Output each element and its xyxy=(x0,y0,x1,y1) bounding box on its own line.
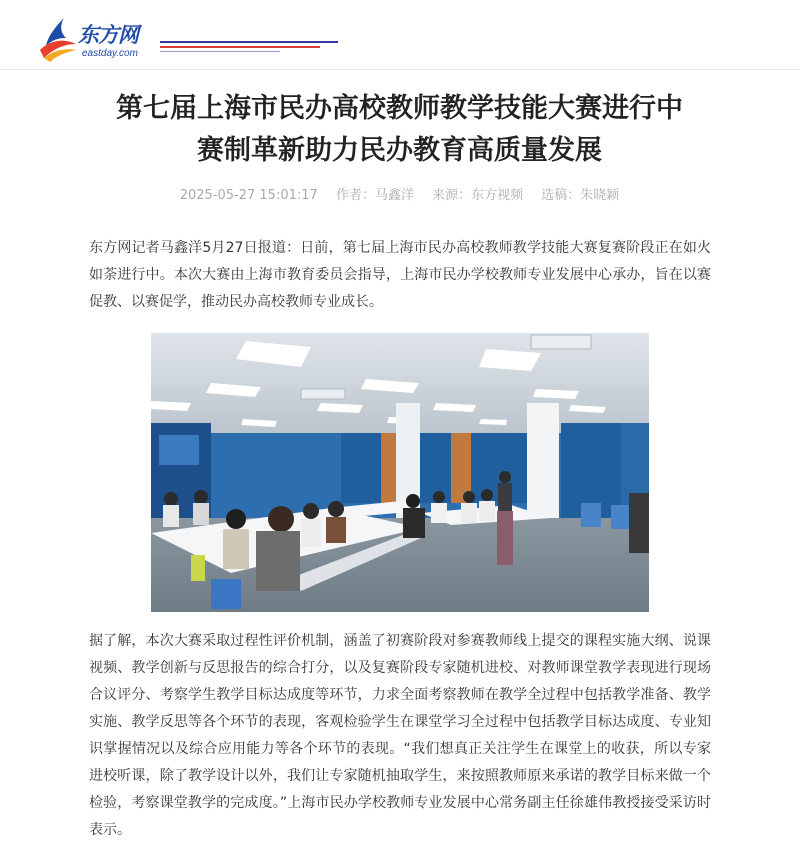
article-photo xyxy=(151,333,649,612)
logo-text: 东方网 xyxy=(78,23,138,47)
site-logo[interactable] xyxy=(38,16,156,64)
source: 来源：东方视频 xyxy=(432,188,524,203)
site-header xyxy=(0,0,799,70)
editor: 选稿：朱晓颖 xyxy=(541,188,620,203)
publish-date: 2025-05-27 15:01:17 xyxy=(179,188,318,203)
title-line-2: 赛制革新助力民办教育高质量发展 xyxy=(197,135,602,166)
classroom-photo-illustration xyxy=(151,333,649,612)
header-decoration xyxy=(160,41,338,52)
title-line-1: 第七届上海市民办高校教师教学技能大赛进行中 xyxy=(116,93,683,124)
logo-flame-icon xyxy=(38,16,78,62)
article-title xyxy=(0,88,799,172)
article-paragraph-1: 东方网记者马鑫洋5月27日报道：日前，第七届上海市民办高校教师教学技能大赛复赛阶段正在如火如荼进行中。本次大赛由上海市教育委员会指导，上海市民办学校教师专业发展中心承办，旨在以赛促教、以赛促学，推动民办高校教师专业成长。 xyxy=(89,240,711,310)
article-meta xyxy=(0,184,799,203)
author: 作者：马鑫洋 xyxy=(335,188,414,203)
article-paragraph-2: 据了解，本次大赛采取过程性评价机制，涵盖了初赛阶段对参赛教师线上提交的课程实施大纲、说课视频、教学创新与反思报告的综合打分，以及复赛阶段专家随机进校、对教师课堂教学表现进行现场合议评分、考察学生教学目标达成度等环节，力求全面考察教师在教学全过程中包括教学准备、教学实施、教学反思等各个环节的表现，客观检验学生在课堂学习全过程中包括教学目标达成度、专业知识掌握情况以及综合应用能力等各个环节的表现。“我们想真正关注学生在课堂上的收获，所以专家进校听课，除了教学设计以外，我们让专家随机抽取学生，来按照教师原来承诺的教学目标来做一个检验，考察课堂教学的完成度。”上海市民办学校教师专业发展中心常务副主任徐雄伟教授接受采访时表示。 xyxy=(89,633,711,838)
logo-domain: eastday.com xyxy=(82,48,138,59)
